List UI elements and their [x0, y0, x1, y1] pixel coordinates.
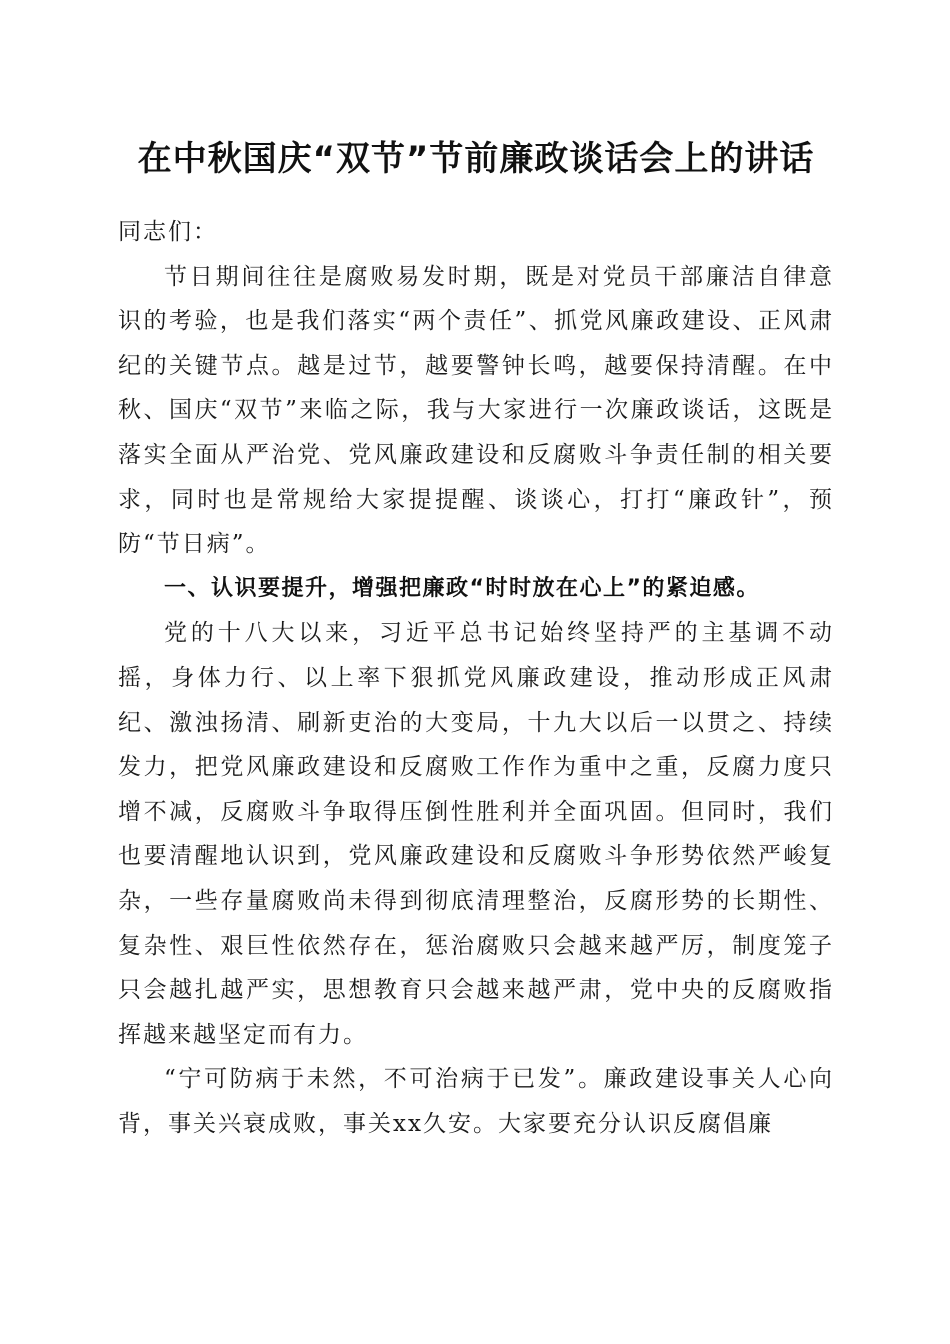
document-title: 在中秋国庆“双节”节前廉政谈话会上的讲话 [137, 139, 815, 179]
section-heading: 一、认识要提升，增强把廉政“时时放在心上”的紧迫感。 [164, 575, 760, 601]
paragraph-intro: 节日期间往往是腐败易发时期，既是对党员干部廉洁自律意识的考验，也是我们落实“两个责任”、抓党风廉政建设、正风肃纪的关键节点。越是过节，越要警钟长鸣，越要保持清醒。在中秋、国庆“双节”来临之际，我与大家进行一次廉政谈话，这既是落实全面从严治党、党风廉政建设和反腐败斗争责任制的相关要求，同时也是常规给大家提提醒、谈谈心，打打“廉政针”，预防“节日病”。 [118, 263, 834, 558]
paragraph-body: 党的十八大以来，习近平总书记始终坚持严的主基调不动摇，身体力行、以上率下狠抓党风廉政建设，推动形成正风肃纪、激浊扬清、刷新吏治的大变局，十九大以后一以贯之、持续发力，把党风廉政建设和反腐败工作作为重中之重，反腐力度只增不减，反腐败斗争取得压倒性胜利并全面巩固。但同时，我们也要清醒地认识到，党风廉政建设和反腐败斗争形势依然严峻复杂，一些存量腐败尚未得到彻底清理整治，反腐形势的长期性、复杂性、艰巨性依然存在，惩治腐败只会越来越严厉，制度笼子只会越扎越严实，思想教育只会越来越严肃，党中央的反腐败指挥越来越坚定而有力。 [118, 620, 834, 1048]
document-body [118, 210, 834, 1146]
paragraph-quote: “宁可防病于未然，不可治病于已发”。廉政建设事关人心向背，事关兴衰成败，事关xx久安。大家要充分认识反腐倡廉 [118, 1066, 834, 1137]
salutation: 同志们： [118, 219, 218, 245]
